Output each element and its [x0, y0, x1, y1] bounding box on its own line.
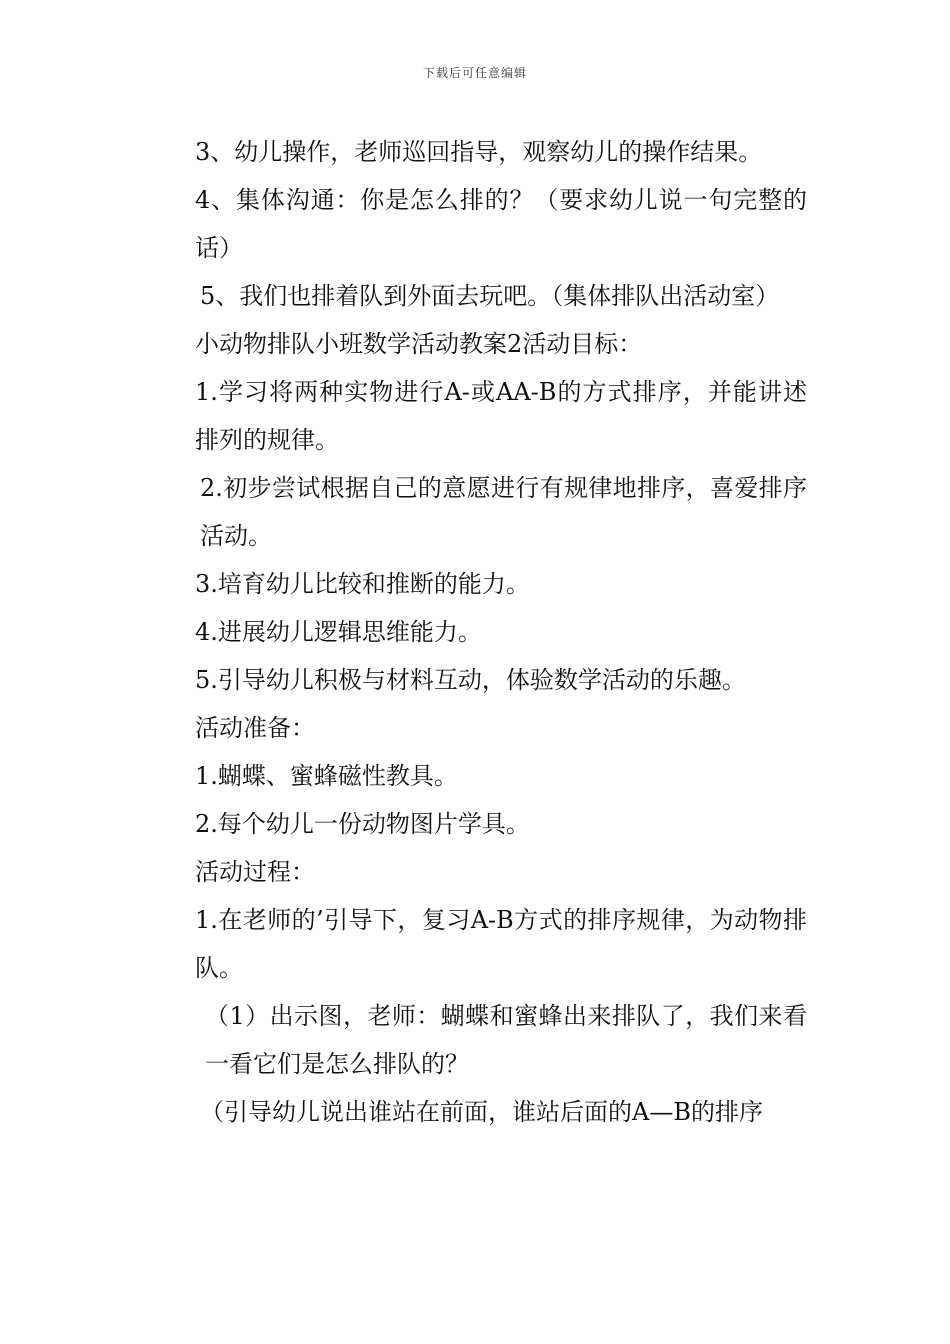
paragraph: 2.每个幼儿一份动物图片学具。 — [195, 810, 530, 838]
paragraph: 3、幼儿操作，老师巡回指导，观察幼儿的操作结果。 — [195, 138, 763, 166]
paragraph: 1.学习将两种实物进行A-或AA-B的方式排序，并能讲述排列的规律。 — [195, 378, 807, 454]
paragraph: 1.在老师的’引导下，复习A-B方式的排序规律，为动物排队。 — [195, 906, 807, 982]
paragraph: 4、集体沟通：你是怎么排的？（要求幼儿说一句完整的话） — [195, 186, 807, 262]
paragraph: 5.引导幼儿积极与材料互动，体验数学活动的乐趣。 — [195, 666, 746, 694]
section-heading: 活动准备： — [195, 714, 315, 742]
paragraph: 4.进展幼儿逻辑思维能力。 — [195, 618, 482, 646]
paragraph: 3.培育幼儿比较和推断的能力。 — [195, 570, 530, 598]
page-header: 下载后可任意编辑 — [422, 66, 527, 80]
paragraph: 小动物排队小班数学活动教案2活动目标： — [195, 330, 643, 358]
paragraph: （1）出示图，老师：蝴蝶和蜜蜂出来排队了，我们来看一看它们是怎么排队的？ — [205, 1002, 807, 1078]
paragraph: 5、我们也排着队到外面去玩吧。（集体排队出活动室） — [200, 282, 780, 310]
paragraph: 1.蝴蝶、蜜蜂磁性教具。 — [195, 762, 458, 790]
paragraph: 2.初步尝试根据自己的意愿进行有规律地排序，喜爱排序活动。 — [200, 474, 807, 550]
paragraph: （引导幼儿说出谁站在前面，谁站后面的A—B的排序 — [200, 1098, 763, 1126]
section-heading: 活动过程： — [195, 858, 315, 886]
document-body — [145, 128, 807, 1136]
